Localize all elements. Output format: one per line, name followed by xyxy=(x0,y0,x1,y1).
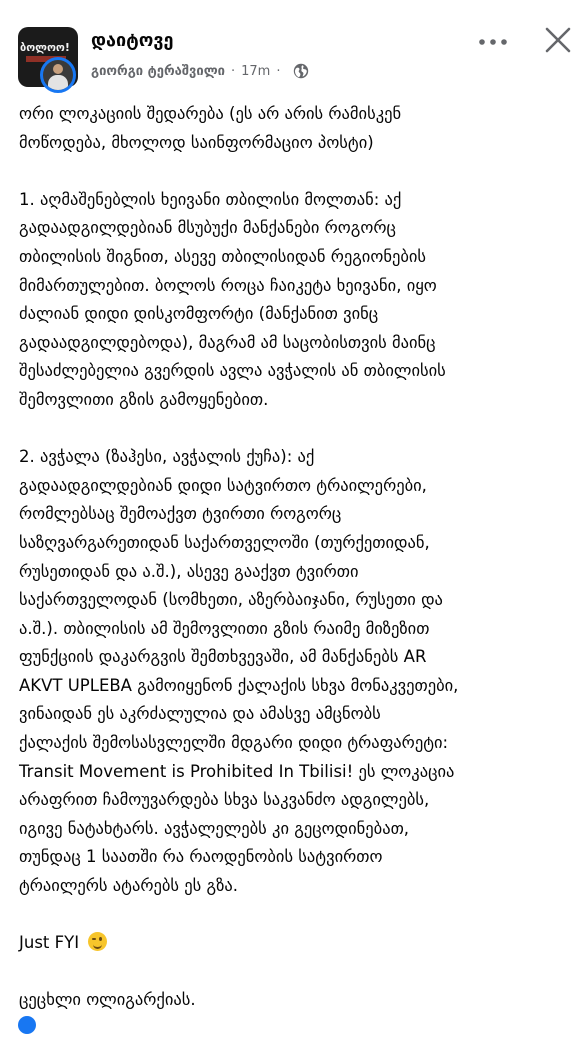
group-avatar-text: ბოლოო! xyxy=(20,41,70,54)
post-line: რომლებსაც შემოაქვთ ტვირთი როგორც xyxy=(19,504,342,524)
post-line: ქალაქის შემოსასვლელში მდგარი დიდი ტრაფარეტი: xyxy=(19,733,449,753)
post-meta xyxy=(91,63,309,79)
post-intro xyxy=(19,100,579,157)
post-line: საზღვარგარეთიდან საქართველოში (თურქეთიდან, xyxy=(19,532,430,552)
post-line: 2. ავჭალა (ზაჰესი, ავჭალის ქუჩა): აქ xyxy=(19,447,315,467)
fyi-text: Just FYI xyxy=(19,933,80,953)
group-name[interactable]: დაიტოვე xyxy=(91,30,174,51)
post-body xyxy=(19,100,579,1044)
post-line: ძალიან დიდი დისკომფორტი (მანქანით ვინც xyxy=(19,304,379,324)
post-line: გადაადგილდებოდა), მაგრამ ამ საცობისთვის მაინც xyxy=(19,332,436,352)
post-line: 1. აღმაშენებლის ხეივანი თბილისი მოლთან: აქ xyxy=(19,189,402,209)
post-line: ტრაილერს ატარებს ეს გზა. xyxy=(19,876,238,896)
meta-separator-2: · xyxy=(276,63,281,79)
post-line: ფუნქციის დაკარგვის შემთხვევაში, ამ მანქანებს AR xyxy=(19,647,427,667)
author-avatar-body xyxy=(48,75,68,93)
post-line: Transit Movement is Prohibited In Tbilisi! ეს ლოკაცია xyxy=(19,761,455,781)
globe-icon xyxy=(293,63,309,79)
post-line: ა.შ.). თბილისის ამ შემოვლითი გზის რაიმე მიზეზით xyxy=(19,618,430,638)
post-line: იგივე ნატახტარს. ავჭალელებს კი გეცოდინებათ, xyxy=(19,818,410,838)
post-line: შესაძლებელია გვერდის ავლა ავჭალის ან თბილისის xyxy=(19,361,446,381)
post-header xyxy=(0,0,588,100)
post-line: რუსეთიდან და ა.შ.), ასევე გააქვთ ტვირთი xyxy=(19,561,359,581)
like-reaction-icon[interactable] xyxy=(18,1016,36,1034)
post-point-2 xyxy=(19,443,579,901)
post-fyi xyxy=(19,929,579,958)
post-line: საქართველოდან (სომხეთი, აზერბაიჯანი, რუსეთი და xyxy=(19,590,443,610)
post-line: მიმართულებით. ბოლოს როცა ჩაიკეტა ხეივანი, იყო xyxy=(19,275,437,295)
post-line-fyi xyxy=(19,929,579,958)
post-line: შემოვლითი გზის გამოყენებით. xyxy=(19,389,269,409)
post-line: AKVT UPLEBA გამოიყენონ ქალაქის სხვა მონაკვეთები, xyxy=(19,675,459,695)
post-line: გადაადგილდებიან მსუბუქი მანქანები როგორც xyxy=(19,218,396,238)
winking-face-emoji xyxy=(88,932,107,951)
post-line: გადაადგილდებიან დიდი სატვირთო ტრაილერები, xyxy=(19,475,427,495)
author-avatar[interactable] xyxy=(40,57,76,93)
post-line: არაფრით ჩამოუვარდება სხვა საკვანძო ადგილებს, xyxy=(19,790,430,810)
close-icon[interactable] xyxy=(544,26,572,54)
post-line: თბილისის შიგნით, ასევე თბილისიდან რეგიონების xyxy=(19,246,427,266)
post-line: ცეცხლი ოლიგარქიას. xyxy=(19,990,196,1010)
post-line: ვინაიდან ეს აკრძალულია და ამასვე ამცნობს xyxy=(19,704,381,724)
meta-separator: · xyxy=(231,63,236,79)
post-closing xyxy=(19,986,579,1015)
author-avatar-head xyxy=(53,64,63,74)
post-line: ორი ლოკაციის შედარება (ეს არ არის რამისკენ xyxy=(19,104,402,123)
post-line: თუნდაც 1 საათში რა რაოდენობის სატვირთო xyxy=(19,847,383,867)
more-horizontal-icon[interactable] xyxy=(478,36,508,48)
author-name[interactable]: გიორგი ტერაშვილი xyxy=(91,63,225,79)
post-time[interactable]: 17m xyxy=(241,63,271,79)
post-line: მოწოდება, მხოლოდ საინფორმაციო პოსტი) xyxy=(19,132,374,152)
post-point-1 xyxy=(19,186,579,415)
